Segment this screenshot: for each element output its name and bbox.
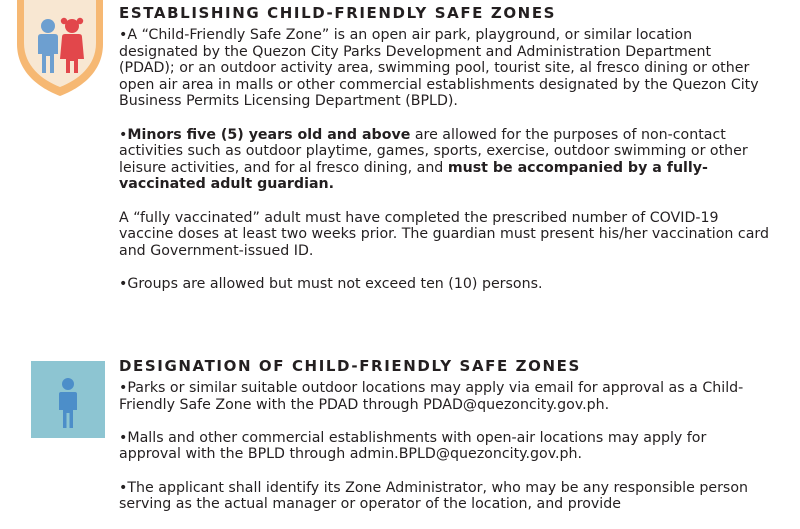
- section-heading-designation: DESIGNATION OF CHILD-FRIENDLY SAFE ZONES: [119, 357, 581, 375]
- section-body-designation: [119, 380, 769, 529]
- paragraph-zone-administrator: • The applicant shall identify its Zone Administrator, who may be any responsible person serving as the actual manager or operator of the location, and provide: [119, 480, 769, 513]
- paragraph-malls-apply: • Malls and other commercial establishments with open-air locations may apply for approval with the BPLD through admin.BPLD@quezoncity.gov.ph.: [119, 430, 769, 463]
- paragraph-fully-vaccinated: A “fully vaccinated” adult must have completed the prescribed number of COVID-19 vaccine doses at least two weeks prior. The guardian must present his/her vaccination card and Government-issued ID.: [119, 209, 769, 259]
- minors-activities-text: are allowed for the purposes of non-contact activities such as outdoor playtime, games, sports, exercise, outdoor swimming or other leisure activities, and for al fresco dining, and: [119, 126, 748, 176]
- section-body-establishing: [119, 27, 769, 309]
- paragraph-parks-apply: • Parks or similar suitable outdoor locations may apply via email for approval as a Child-Friendly Safe Zone with the PDAD through PDAD@quezoncity.gov.ph.: [119, 380, 769, 413]
- paragraph-minors-allowed: [119, 127, 769, 193]
- child-icon: [31, 361, 105, 438]
- children-shield-icon: [15, 0, 105, 98]
- paragraph-group-limit: • Groups are allowed but must not exceed ten (10) persons.: [119, 276, 769, 293]
- section-heading-establishing: ESTABLISHING CHILD-FRIENDLY SAFE ZONES: [119, 4, 557, 22]
- minors-age-bold: Minors five (5) years old and above: [127, 126, 411, 143]
- paragraph-safe-zone-definition: • A “Child-Friendly Safe Zone” is an open air park, playground, or similar location designated by the Quezon City Parks Development and Administration Department (PDAD); or an outdoor activity area, swimming pool, tourist site, al fresco dining or other open air area in malls or other commercial establishments designated by the Quezon City Business Permits Licensing Department (BPLD).: [119, 27, 769, 110]
- guardian-requirement-bold: must be accompanied by a fully-vaccinated adult guardian.: [119, 159, 708, 193]
- section-designation: [0, 355, 800, 513]
